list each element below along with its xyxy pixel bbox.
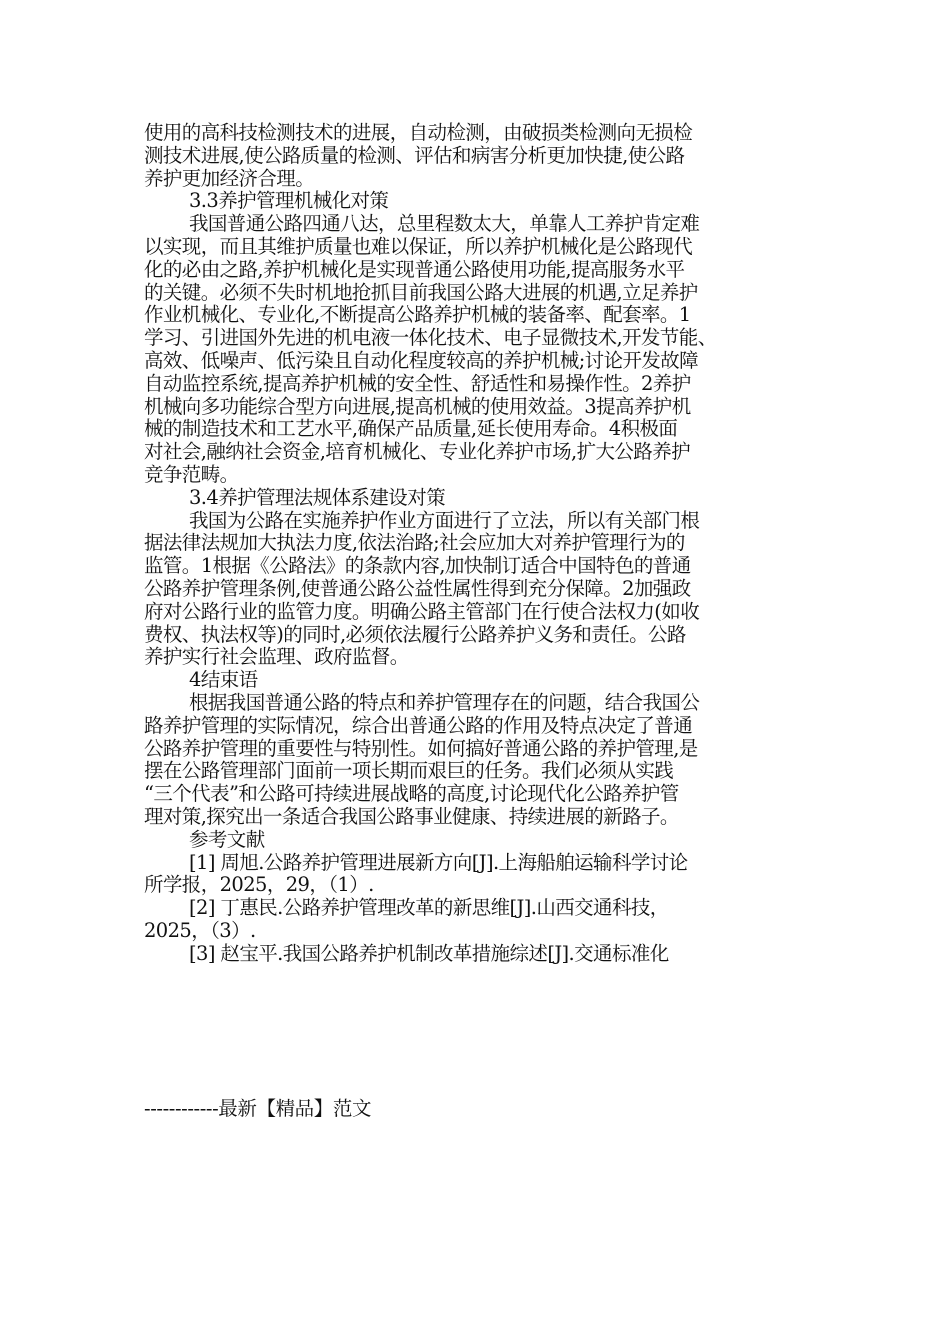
text-line: 作业机械化、专业化,不断提高公路养护机械的装备率、配套率。1 bbox=[144, 303, 691, 327]
text-line: 高效、低噪声、低污染且自动化程度较高的养护机械;讨论开发故障 bbox=[144, 348, 699, 372]
text-line: 养护实行社会监理、政府监督。 bbox=[144, 645, 409, 669]
text-line: 养护更加经济合理。 bbox=[144, 166, 315, 190]
text-line: 化的必由之路,养护机械化是实现普通公路使用功能,提高服务水平 bbox=[144, 257, 685, 281]
text-line: 摆在公路管理部门面前一项长期而艰巨的任务。我们必须从实践 bbox=[144, 759, 674, 783]
text-line: 根据我国普通公路的特点和养护管理存在的问题，结合我国公 bbox=[189, 690, 700, 714]
text-line: 据法律法规加大执法力度,依法治路;社会应加大对养护管理行为的 bbox=[144, 531, 685, 555]
text-line: 使用的高科技检测技术的进展，自动检测，由破损类检测向无损检 bbox=[144, 121, 693, 144]
text-line: 3.4养护管理法规体系建设对策 bbox=[189, 485, 446, 509]
text-line: 理对策,探究出一条适合我国公路事业健康、持续进展的新路子。 bbox=[144, 804, 679, 828]
text-line: 我国普通公路四通八达，总里程数太大，单靠人工养护肯定难 bbox=[189, 212, 700, 236]
text-line: [2] 丁惠民.公路养护管理改革的新思维[J].山西交通科技， bbox=[189, 896, 669, 920]
page-footer: ------------最新【精品】范文 bbox=[144, 1097, 372, 1120]
text-line: 3.3养护管理机械化对策 bbox=[189, 189, 389, 213]
text-line: 学习、引进国外先进的机电液一体化技术、电子显微技术,开发节能、 bbox=[144, 326, 717, 350]
text-line: 所学报，2025，29，（1）. bbox=[144, 873, 374, 897]
text-line: 监管。1根据《公路法》的条款内容,加快制订适合中国特色的普通 bbox=[144, 554, 691, 578]
text-line: 公路养护管理条例,使普通公路公益性属性得到充分保障。2加强政 bbox=[144, 576, 691, 600]
text-line: 费权、执法权等)的同时,必须依法履行公路养护义务和责任。公路 bbox=[144, 622, 686, 646]
text-line: 公路养护管理的重要性与特别性。如何搞好普通公路的养护管理,是 bbox=[144, 736, 698, 760]
text-line: 对社会,融纳社会资金,培育机械化、专业化养护市场,扩大公路养护 bbox=[144, 440, 690, 464]
text-line: 自动监控系统,提高养护机械的安全性、舒适性和易操作性。2养护 bbox=[144, 371, 691, 395]
text-line: 路养护管理的实际情况，综合出普通公路的作用及特点决定了普通 bbox=[144, 713, 693, 737]
text-line: [3] 赵宝平.我国公路养护机制改革措施综述[J].交通标准化 bbox=[189, 941, 669, 965]
text-line: 我国为公路在实施养护作业方面进行了立法，所以有关部门根 bbox=[189, 508, 700, 532]
text-line: “三个代表”和公路可持续进展战略的高度,讨论现代化公路养护管 bbox=[144, 782, 679, 806]
text-line: 竞争范畴。 bbox=[144, 462, 239, 486]
text-line: 机械向多功能综合型方向进展,提高机械的使用效益。3提高养护机 bbox=[144, 394, 691, 418]
text-line: 2025，（3）. bbox=[144, 918, 256, 942]
text-line: 械的制造技术和工艺水平,确保产品质量,延长使用寿命。4积极面 bbox=[144, 417, 678, 441]
text-line: 测技术进展,使公路质量的检测、评估和病害分析更加快捷,使公路 bbox=[144, 143, 685, 167]
text-line: 以实现，而且其维护质量也难以保证，所以养护机械化是公路现代 bbox=[144, 234, 693, 258]
text-line: 4结束语 bbox=[189, 668, 258, 692]
text-line: 的关键。必须不失时机地抢抓目前我国公路大进展的机遇,立足养护 bbox=[144, 280, 698, 304]
text-line: [1] 周旭.公路养护管理进展新方向[J].上海船舶运输科学讨论 bbox=[189, 850, 688, 874]
text-line: 府对公路行业的监管力度。明确公路主管部门在行使合法权力(如收 bbox=[144, 599, 700, 623]
text-line: 参考文献 bbox=[189, 827, 265, 851]
document-body bbox=[144, 122, 809, 965]
